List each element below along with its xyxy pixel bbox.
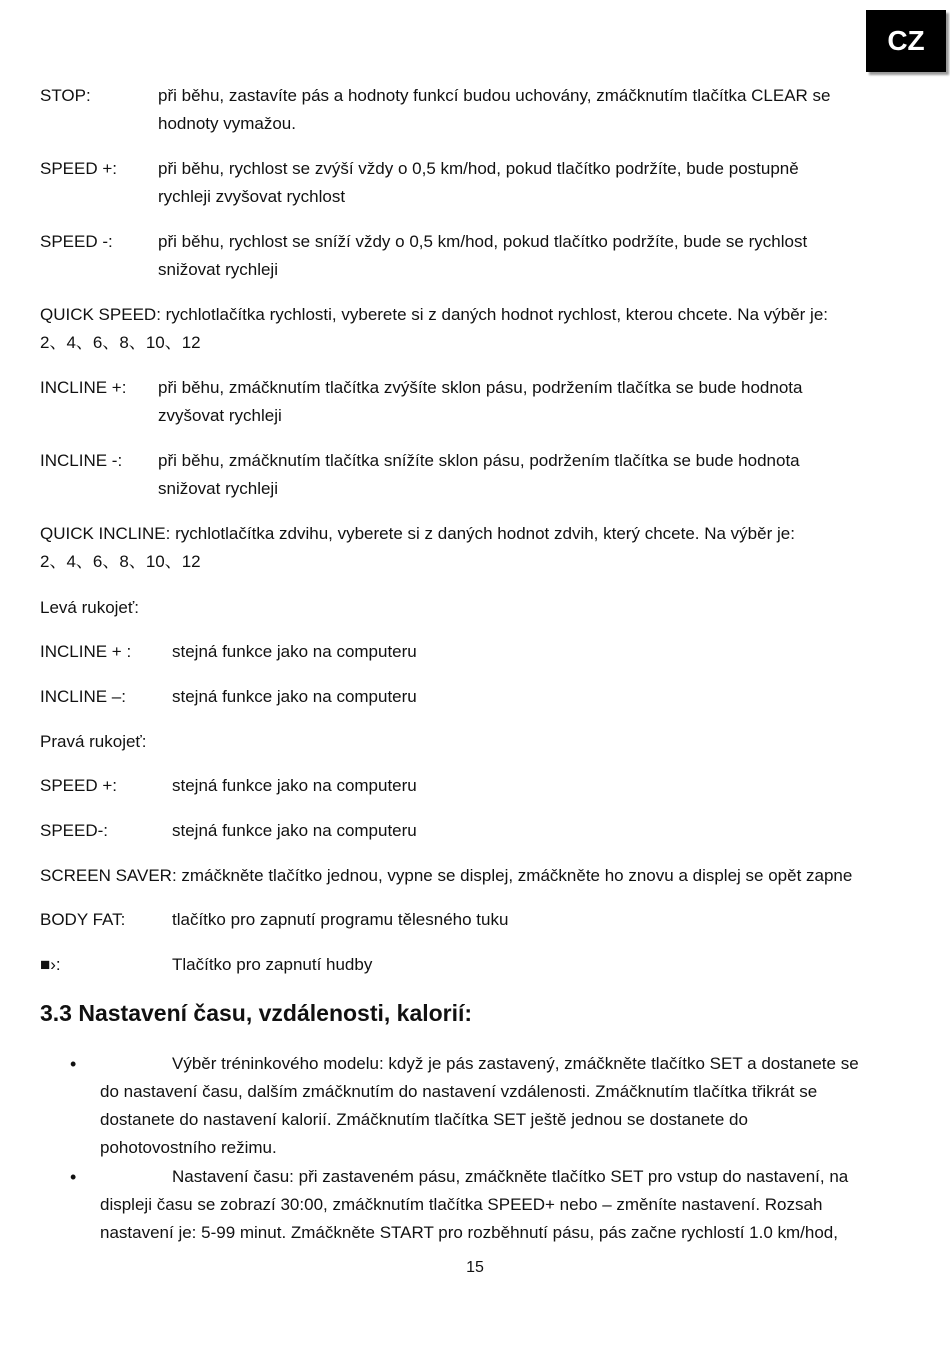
bullet-1-line-4: pohotovostního režimu.	[100, 1138, 277, 1157]
right-speed-plus-label: SPEED +:	[40, 776, 118, 795]
left-incline-minus-desc: stejná funkce jako na computeru	[172, 687, 417, 706]
bullet-icon: •	[70, 1054, 77, 1074]
music-desc: Tlačítko pro zapnutí hudby	[172, 955, 373, 974]
bullet-2-line-1: Nastavení času: při zastaveném pásu, zmáčkněte tlačítko SET pro vstup do nastavení, na	[172, 1167, 849, 1186]
bullet-2-line-2: displeji času se zobrazí 30:00, zmáčknutím tlačítka SPEED+ nebo – změníte nastavení. Rozsah	[100, 1195, 823, 1214]
incline-minus-desc-line-2: snižovat rychleji	[158, 479, 278, 498]
bullet-1-line-2: do nastavení času, dalším zmáčknutím do nastavení vzdálenosti. Zmáčknutím tlačítka třikrát se	[100, 1082, 818, 1101]
language-badge: CZ	[866, 10, 946, 72]
bullet-2-line-3: nastavení je: 5-99 minut. Zmáčkněte START pro rozběhnutí pásu, pás začne rychlostí 1.0 km/hod,	[100, 1223, 838, 1242]
body-fat-label: BODY FAT:	[40, 910, 126, 929]
left-handle-heading: Levá rukojeť:	[40, 598, 139, 617]
body-fat-desc: tlačítko pro zapnutí programu tělesného tuku	[172, 910, 509, 929]
right-speed-minus-desc: stejná funkce jako na computeru	[172, 821, 417, 840]
page-number: 15	[466, 1259, 484, 1276]
stop-desc-line-1: při běhu, zastavíte pás a hodnoty funkcí budou uchovány, zmáčknutím tlačítka CLEAR se	[158, 86, 831, 105]
speed-plus-desc-line-2: rychleji zvyšovat rychlost	[158, 187, 346, 206]
incline-plus-desc-line-2: zvyšovat rychleji	[158, 406, 282, 425]
quick-speed-line-1: QUICK SPEED: rychlotlačítka rychlosti, vyberete si z daných hodnot rychlost, kterou chcete. Na výběr je:	[40, 305, 828, 324]
speed-minus-label: SPEED -:	[40, 232, 113, 251]
right-speed-plus-desc: stejná funkce jako na computeru	[172, 776, 417, 795]
incline-plus-label: INCLINE +:	[40, 378, 127, 397]
quick-speed-values: 2、4、6、8、10、12	[40, 333, 201, 352]
stop-desc-line-2: hodnoty vymažou.	[158, 114, 296, 133]
incline-plus-desc-line-1: při běhu, zmáčknutím tlačítka zvýšíte sklon pásu, podržením tlačítka se bude hodnota	[158, 378, 803, 397]
bullet-icon: •	[70, 1167, 77, 1187]
speed-plus-desc-line-1: při běhu, rychlost se zvýší vždy o 0,5 km/hod, pokud tlačítko podržíte, bude postupně	[158, 159, 799, 178]
left-incline-minus-label: INCLINE –:	[40, 687, 126, 706]
speed-minus-desc-line-2: snižovat rychleji	[158, 260, 278, 279]
bullet-1-line-1: Výběr tréninkového modelu: když je pás zastavený, zmáčkněte tlačítko SET a dostanete se	[172, 1054, 859, 1073]
incline-minus-label: INCLINE -:	[40, 451, 123, 470]
stop-label: STOP:	[40, 86, 91, 105]
quick-incline-line-1: QUICK INCLINE: rychlotlačítka zdvihu, vyberete si z daných hodnot zdvih, který chcete. Na výběr je:	[40, 524, 795, 543]
speed-minus-desc-line-1: při běhu, rychlost se sníží vždy o 0,5 km/hod, pokud tlačítko podržíte, bude se rychlost	[158, 232, 808, 251]
music-icon: ■›:	[40, 955, 61, 974]
right-handle-heading: Pravá rukojeť:	[40, 732, 147, 751]
left-incline-plus-desc: stejná funkce jako na computeru	[172, 642, 417, 661]
section-heading: 3.3 Nastavení času, vzdálenosti, kalorií:	[40, 1000, 473, 1026]
quick-incline-values: 2、4、6、8、10、12	[40, 552, 201, 571]
incline-minus-desc-line-1: při běhu, zmáčknutím tlačítka snížíte sklon pásu, podržením tlačítka se bude hodnota	[158, 451, 800, 470]
right-speed-minus-label: SPEED-:	[40, 821, 109, 840]
left-incline-plus-label: INCLINE + :	[40, 642, 132, 661]
speed-plus-label: SPEED +:	[40, 159, 118, 178]
bullet-1-line-3: dostanete do nastavení kalorií. Zmáčknutím tlačítka SET ještě jednou se dostanete do	[100, 1110, 748, 1129]
screen-saver-text: SCREEN SAVER: zmáčkněte tlačítko jednou, vypne se displej, zmáčkněte ho znovu a displej se opět zapne	[40, 866, 853, 885]
